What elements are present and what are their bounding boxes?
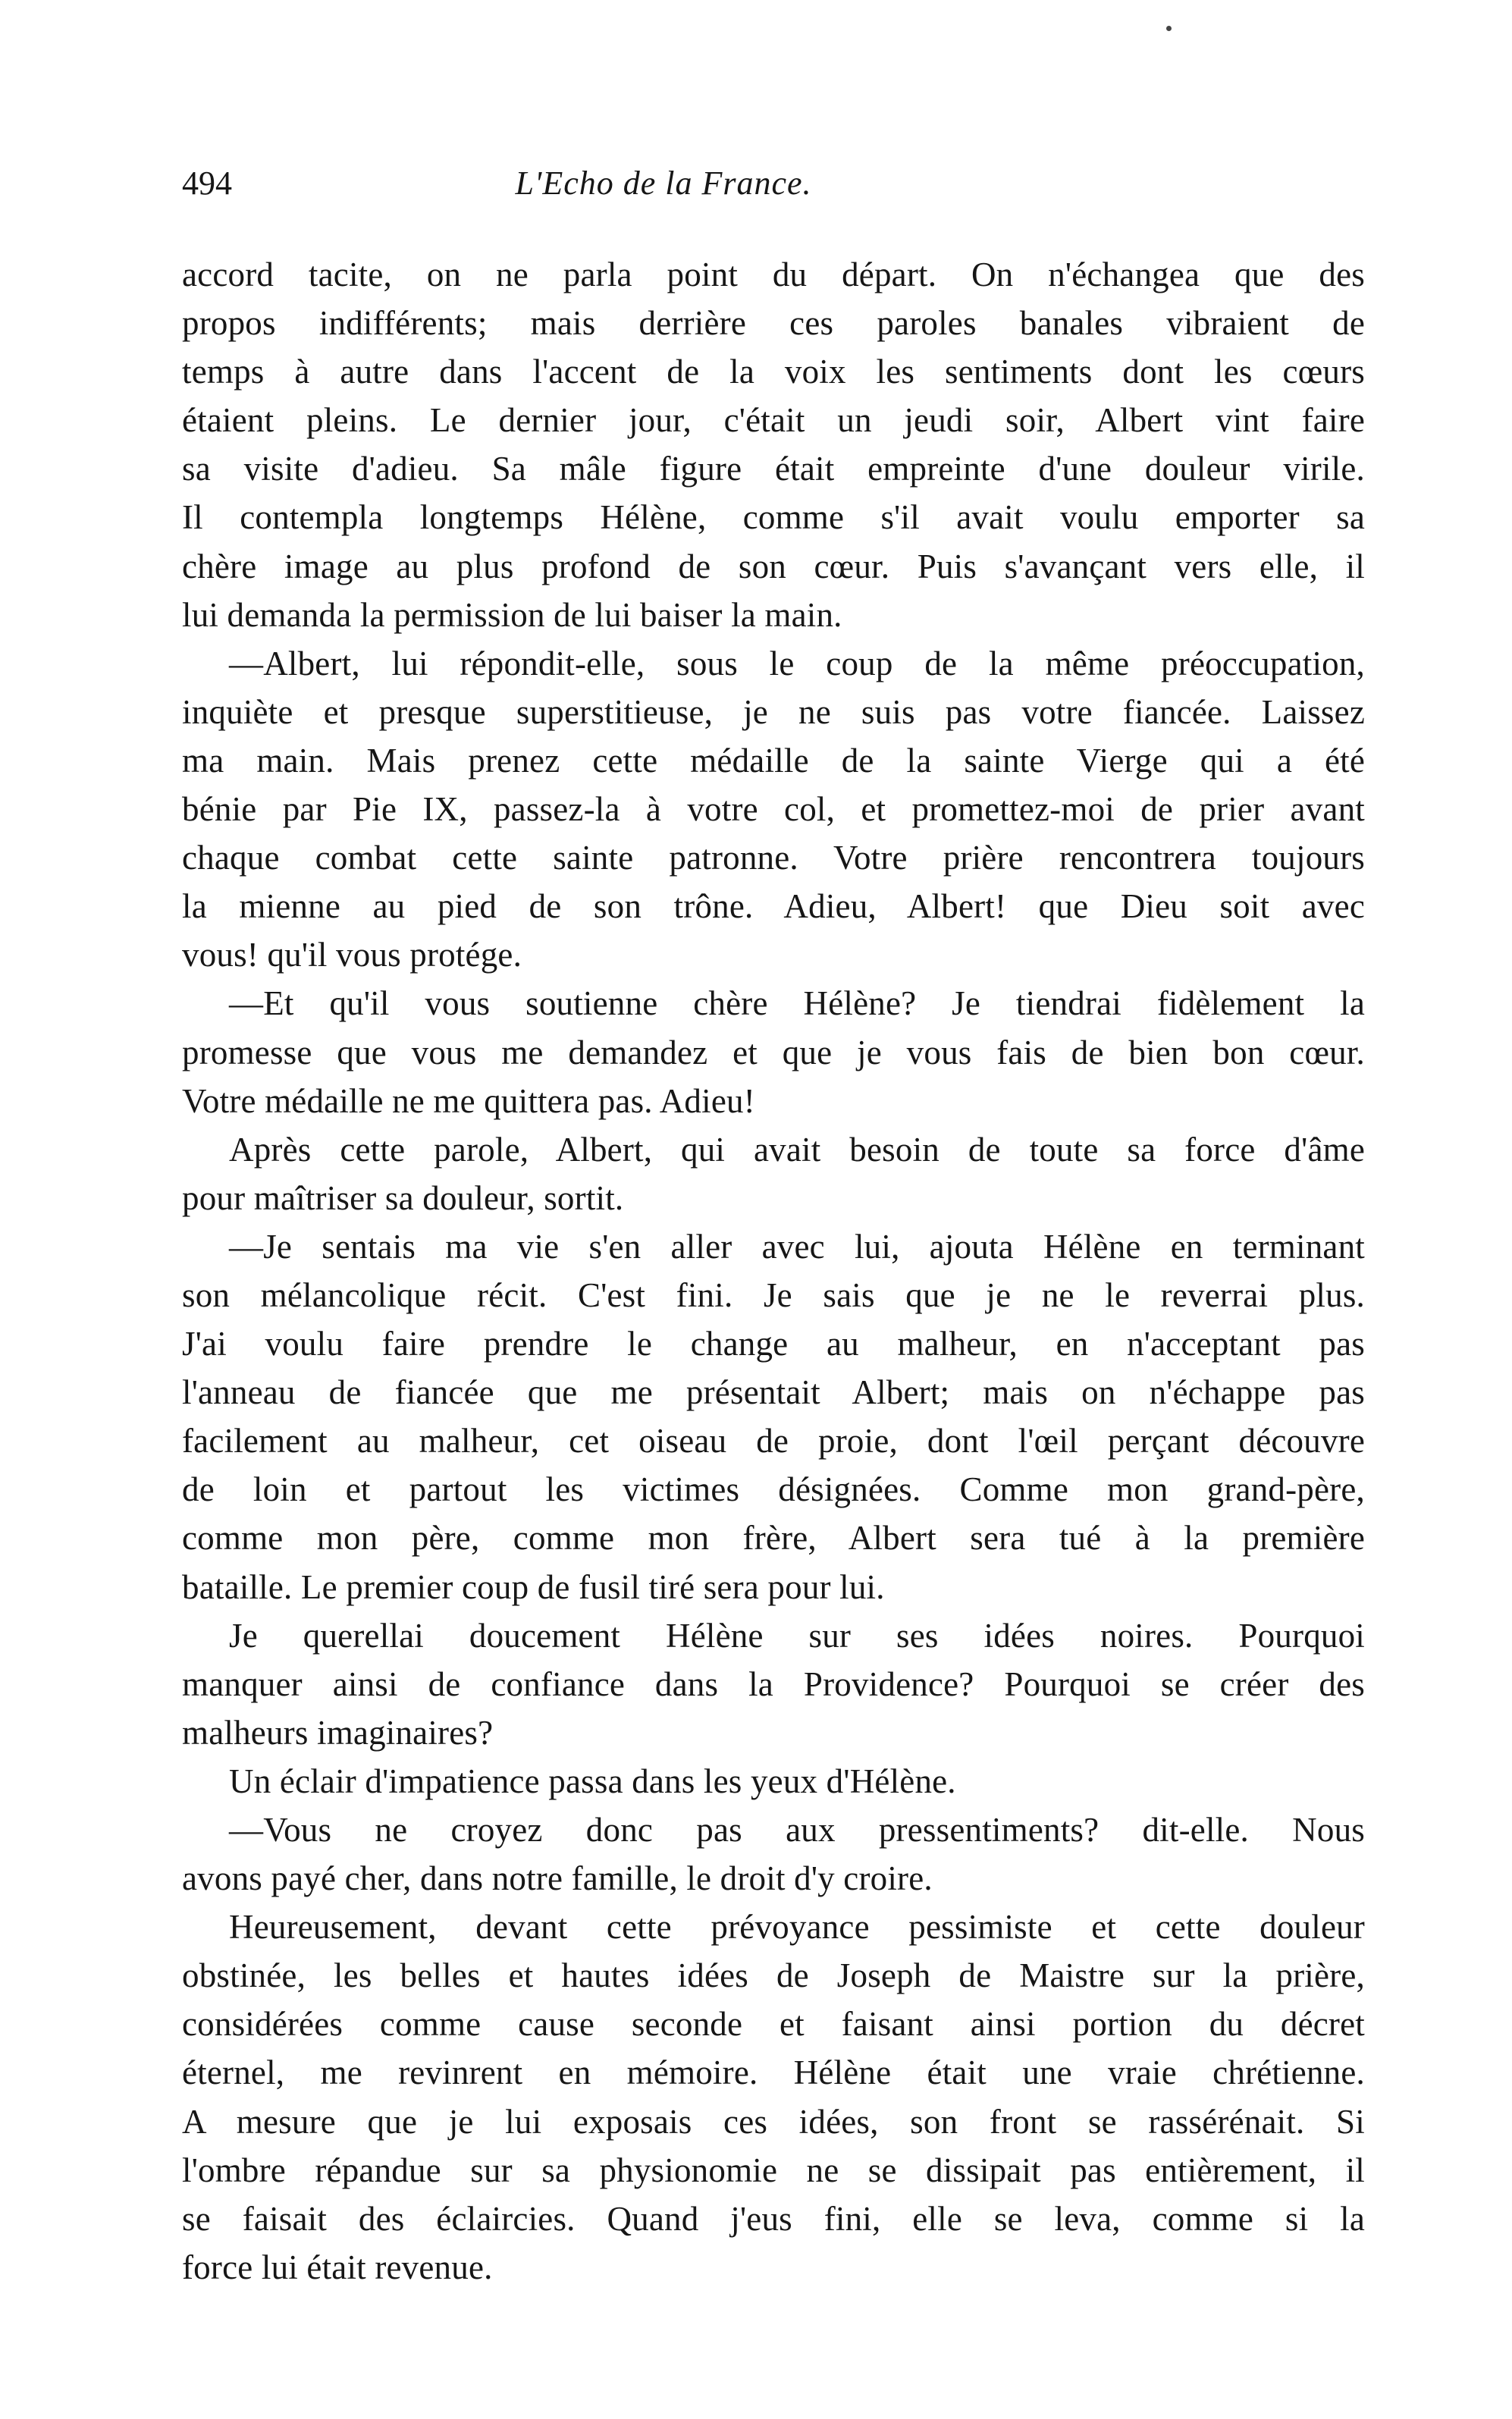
text-line: Après cette parole, Albert, qui avait besoin de toute sa force d'âme — [229, 1130, 1365, 1169]
text-line: manquer ainsi de confiance dans la Providence? Pourquoi se créer des — [182, 1664, 1365, 1703]
text-line: sa visite d'adieu. Sa mâle figure était empreinte d'une douleur virile. — [182, 450, 1365, 488]
text-line: la mienne au pied de son trône. Adieu, Albert! que Dieu soit avec — [182, 887, 1365, 926]
text-line: étaient pleins. Le dernier jour, c'était un jeudi soir, Albert vint faire — [182, 401, 1365, 440]
text-line: ma main. Mais prenez cette médaille de la sainte Vierge qui a été — [182, 741, 1365, 780]
text-line: pour maîtriser sa douleur, sortit. — [182, 1178, 624, 1217]
text-line: force lui était revenue. — [182, 2248, 493, 2286]
text-body — [182, 250, 1365, 2292]
page-number: 494 — [182, 165, 232, 202]
text-line: chère image au plus profond de son cœur. Puis s'avançant vers elle, il — [182, 547, 1365, 585]
text-line: vous! qu'il vous protége. — [182, 936, 522, 974]
text-line: —Et qu'il vous soutienne chère Hélène? Je tiendrai fidèlement la — [229, 984, 1365, 1023]
text-line: inquiète et presque superstitieuse, je ne suis pas votre fiancée. Laissez — [182, 692, 1365, 731]
text-line: malheurs imaginaires? — [182, 1713, 494, 1752]
text-line: lui demanda la permission de lui baiser la main. — [182, 595, 842, 634]
running-title: L'Echo de la France. — [515, 165, 812, 202]
text-line: temps à autre dans l'accent de la voix les sentiments dont les cœurs — [182, 353, 1365, 391]
running-head — [182, 161, 1372, 206]
text-line: l'ombre répandue sur sa physionomie ne se dissipait pas entièrement, il — [182, 2151, 1365, 2189]
text-line: son mélancolique récit. C'est fini. Je sais que je ne le reverrai plus. — [182, 1275, 1365, 1314]
text-line: —Albert, lui répondit-elle, sous le coup de la même préoccupation, — [229, 644, 1365, 682]
text-line: comme mon père, comme mon frère, Albert sera tué à la première — [182, 1519, 1365, 1558]
text-line: bataille. Le premier coup de fusil tiré sera pour lui. — [182, 1567, 885, 1606]
text-line: se faisait des éclaircies. Quand j'eus fini, elle se leva, comme si la — [182, 2199, 1365, 2238]
print-speck — [1166, 26, 1172, 31]
text-line: chaque combat cette sainte patronne. Votre prière rencontrera toujours — [182, 839, 1365, 877]
text-line: Heureusement, devant cette prévoyance pessimiste et cette douleur — [229, 1908, 1365, 1947]
text-line: A mesure que je lui exposais ces idées, son front se rassérénait. Si — [182, 2102, 1365, 2141]
text-line: —Vous ne croyez donc pas aux pressentiments? dit-elle. Nous — [229, 1811, 1365, 1849]
text-line: J'ai voulu faire prendre le change au malheur, en n'acceptant pas — [182, 1325, 1365, 1363]
text-line: bénie par Pie IX, passez-la à votre col, et promettez-moi de prier avant — [182, 790, 1365, 829]
text-line: considérées comme cause seconde et faisant ainsi portion du décret — [182, 2005, 1365, 2044]
text-line: Votre médaille ne me quittera pas. Adieu! — [182, 1081, 755, 1120]
text-line: Je querellai doucement Hélène sur ses idées noires. Pourquoi — [229, 1616, 1365, 1655]
text-line: avons payé cher, dans notre famille, le droit d'y croire. — [182, 1859, 933, 1898]
text-line: de loin et partout les victimes désignées. Comme mon grand-père, — [182, 1470, 1365, 1509]
text-line: promesse que vous me demandez et que je vous fais de bien bon cœur. — [182, 1033, 1365, 1071]
text-line: Il contempla longtemps Hélène, comme s'il avait voulu emporter sa — [182, 498, 1365, 537]
text-line: accord tacite, on ne parla point du départ. On n'échangea que des — [182, 256, 1365, 293]
text-line: éternel, me revinrent en mémoire. Hélène était une vraie chrétienne. — [182, 2053, 1365, 2092]
text-line: facilement au malheur, cet oiseau de proie, dont l'œil perçant découvre — [182, 1422, 1365, 1460]
text-line: obstinée, les belles et hautes idées de Joseph de Maistre sur la prière, — [182, 1956, 1365, 1995]
text-line: propos indifférents; mais derrière ces paroles banales vibraient de — [182, 304, 1365, 343]
text-line: —Je sentais ma vie s'en aller avec lui, ajouta Hélène en terminant — [229, 1227, 1365, 1266]
text-line: l'anneau de fiancée que me présentait Albert; mais on n'échappe pas — [182, 1373, 1365, 1412]
text-line: Un éclair d'impatience passa dans les yeux d'Hélène. — [229, 1762, 956, 1800]
